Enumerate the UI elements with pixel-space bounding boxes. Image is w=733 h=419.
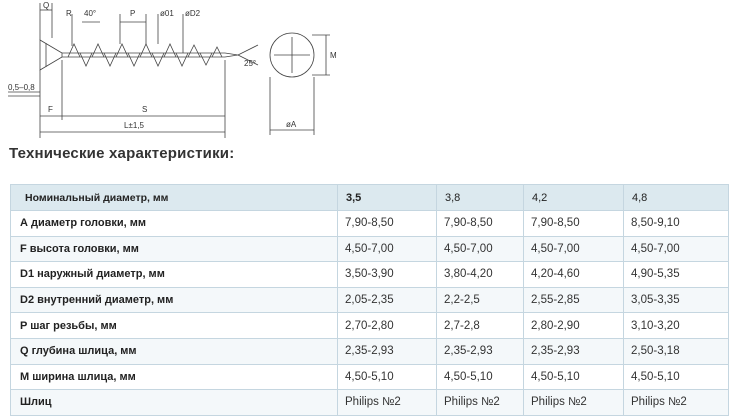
cell-value: Philips №2 (524, 390, 624, 416)
head-tolerance-label: 0,5–0,8 (8, 83, 35, 92)
table-row (11, 364, 729, 390)
screw-head (40, 40, 62, 70)
table-row (11, 390, 729, 416)
cell-value: 4,50-5,10 (338, 364, 437, 390)
r-label: R (66, 9, 72, 18)
table-header-row (11, 185, 729, 211)
cell-value: 3,50-3,90 (338, 262, 437, 288)
cell-value: 3,05-3,35 (624, 287, 729, 313)
cell-value: Philips №2 (624, 390, 729, 416)
cell-value: Philips №2 (338, 390, 437, 416)
table-row (11, 313, 729, 339)
row-label: Шлиц (11, 390, 338, 416)
d1-label: ø01 (160, 9, 174, 18)
cell-value: 2,50-3,18 (624, 338, 729, 364)
row-label: D2 внутренний диаметр, мм (11, 287, 338, 313)
screw-technical-drawing (0, 0, 733, 140)
header-label: Номинальный диаметр, мм (11, 185, 338, 211)
row-label: F высота головки, мм (11, 236, 338, 262)
m-label: M (330, 51, 337, 60)
cell-value: 3,80-4,20 (437, 262, 524, 288)
q-label: Q (43, 1, 50, 10)
table-row (11, 262, 729, 288)
row-label: А диаметр головки, мм (11, 211, 338, 237)
cell-value: 4,50-7,00 (338, 236, 437, 262)
cell-value: 4,20-4,60 (524, 262, 624, 288)
cell-value: 2,05-2,35 (338, 287, 437, 313)
cell-value: 7,90-8,50 (338, 211, 437, 237)
d2-label: øD2 (185, 9, 201, 18)
cell-value: 2,70-2,80 (338, 313, 437, 339)
screw-threads (68, 44, 222, 66)
cell-value: 2,35-2,93 (437, 338, 524, 364)
row-label: Q глубина шлица, мм (11, 338, 338, 364)
row-label: M ширина шлица, мм (11, 364, 338, 390)
cell-value: Philips №2 (437, 390, 524, 416)
cell-value: 7,90-8,50 (524, 211, 624, 237)
section-title: Технические характеристики: (9, 145, 235, 162)
cell-value: 2,35-2,93 (524, 338, 624, 364)
a-label: øA (286, 120, 297, 129)
screw-tip (225, 53, 238, 57)
row-label: D1 наружный диаметр, мм (11, 262, 338, 288)
f-label: F (48, 105, 53, 114)
cell-value: 4,50-7,00 (624, 236, 729, 262)
cell-value: 2,55-2,85 (524, 287, 624, 313)
cell-value: 2,2-2,5 (437, 287, 524, 313)
cell-value: 8,50-9,10 (624, 211, 729, 237)
header-diameter: 4,2 (524, 185, 624, 211)
table-row (11, 211, 729, 237)
cell-value: 3,10-3,20 (624, 313, 729, 339)
cell-value: 4,50-5,10 (437, 364, 524, 390)
header-diameter: 3,8 (437, 185, 524, 211)
cell-value: 4,90-5,35 (624, 262, 729, 288)
row-label: P шаг резьбы, мм (11, 313, 338, 339)
s-label: S (142, 105, 148, 114)
angle40-label: 40° (84, 9, 97, 18)
cell-value: 4,50-7,00 (437, 236, 524, 262)
table-row (11, 287, 729, 313)
table-row (11, 338, 729, 364)
p-label: P (130, 9, 136, 18)
cell-value: 4,50-5,10 (624, 364, 729, 390)
cell-value: 4,50-7,00 (524, 236, 624, 262)
cell-value: 2,7-2,8 (437, 313, 524, 339)
spec-table (10, 184, 729, 416)
angle25-label: 25° (244, 59, 257, 68)
table-row (11, 236, 729, 262)
cell-value: 7,90-8,50 (437, 211, 524, 237)
cell-value: 2,80-2,90 (524, 313, 624, 339)
l-label: L±1,5 (124, 121, 144, 130)
cell-value: 2,35-2,93 (338, 338, 437, 364)
header-diameter: 3,5 (338, 185, 437, 211)
cell-value: 4,50-5,10 (524, 364, 624, 390)
header-diameter: 4,8 (624, 185, 729, 211)
